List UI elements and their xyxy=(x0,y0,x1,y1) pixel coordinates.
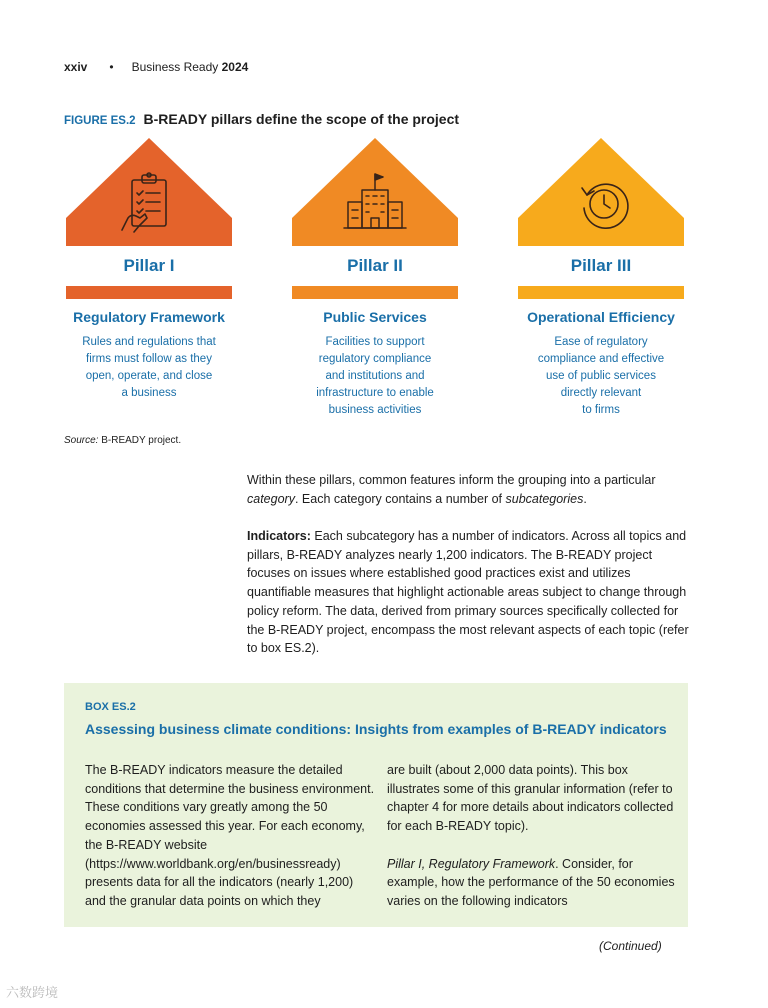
running-header xyxy=(64,60,248,74)
body-paragraph-1 xyxy=(247,471,692,508)
figure-label: FIGURE ES.2 xyxy=(64,115,136,127)
watermark-text: 六数跨境 xyxy=(6,985,59,1000)
box-label: BOX ES.2 xyxy=(85,701,136,713)
pillar-3-desc-line: use of public services xyxy=(546,370,656,382)
pillar-1-description xyxy=(66,334,232,402)
pillar-2-desc-line: regulatory compliance xyxy=(318,353,432,365)
pillar-1-desc-line: open, operate, and close xyxy=(85,370,213,382)
book-title: Business Ready xyxy=(131,60,219,74)
pillar-reference: Pillar I, Regulatory Framework xyxy=(387,856,556,871)
pillar-3-desc-line: compliance and effective xyxy=(537,353,665,365)
pillar-3-description xyxy=(518,334,684,419)
pillar-1-desc-line: a business xyxy=(121,387,177,399)
pillar-3-bar xyxy=(518,286,684,299)
pillar-2-bar xyxy=(292,286,458,299)
box-column-2 xyxy=(387,761,677,911)
box-column-1: The B-READY indicators measure the detailed conditions that determine the business environment. These conditions vary greatly among the 50 economies assessed this year. For each economy, the B-READY website (https://www.worldbank.org/en/businessready) presents data for all the indicators (nearly 1,200) and the granular data points on which they xyxy=(85,763,375,908)
p1-term-category: category xyxy=(247,491,295,506)
pillar-1-title: Regulatory Framework xyxy=(73,309,225,325)
pillar-2-name: Pillar II xyxy=(347,256,403,275)
pillar-1-desc-line: Rules and regulations that xyxy=(82,336,216,348)
box-title: Assessing business climate conditions: Insights from examples of B-READY indicators xyxy=(85,721,667,737)
pillar-3-house xyxy=(518,138,684,246)
pillar-2-desc-line: and institutions and xyxy=(325,370,425,382)
box-col2-paragraph-2 xyxy=(387,855,677,911)
pillar-3-title: Operational Efficiency xyxy=(527,309,675,325)
pillar-2-title: Public Services xyxy=(323,309,427,325)
indicators-text: Each subcategory has a number of indicators. Across all topics and pillars, B-READY analyzes nearly 1,200 indicators. The B-READY project focuses on issues where established good practices exist and utilizes quantifiable measures that highlight actionable areas subject to change through policy reform. The data, derived from primary sources specifically collected for the B-READY project, encompass the most relevant aspects of each topic (refer to box ES.2). xyxy=(247,529,689,656)
pillar-3-desc-line: to firms xyxy=(582,404,620,416)
pillar-2-desc-line: business activities xyxy=(328,404,422,416)
p1-text: . xyxy=(583,491,587,506)
pillar-2-description xyxy=(292,334,458,419)
pillar-1-desc-line: firms must follow as they xyxy=(86,353,212,365)
pillar-2-desc-line: infrastructure to enable xyxy=(316,387,434,399)
pillar-2-desc-line: Facilities to support xyxy=(325,336,425,348)
p1-text: . Each category contains a number of xyxy=(294,491,506,506)
box-col2-paragraph-1: are built (about 2,000 data points). This box illustrates some of this granular information (refer to chapter 4 for more details about indicators collected for each B-READY topic). xyxy=(387,763,674,834)
figure-caption: B-READY pillars define the scope of the project xyxy=(143,111,460,127)
source-text: B-READY project. xyxy=(98,435,182,446)
pillar-1-bar xyxy=(66,286,232,299)
pillar-3-desc-line: directly relevant xyxy=(560,387,642,399)
pillar-1-house xyxy=(66,138,232,246)
figure-source xyxy=(64,435,181,446)
p1-text: Within these pillars, common features inform the grouping into a particular xyxy=(247,473,656,487)
page-number: xxiv xyxy=(64,60,88,74)
continued-note: (Continued) xyxy=(599,939,662,953)
pillar-3-name: Pillar III xyxy=(570,256,632,275)
box-col2-text: . Consider, for example, how the performance of the 50 economies varies on the following indicators xyxy=(387,856,675,908)
source-label: Source: xyxy=(64,435,99,446)
figure-title xyxy=(64,111,459,127)
p1-term-subcategories: subcategories xyxy=(505,491,584,506)
pillar-2-house xyxy=(292,138,458,246)
book-year: 2024 xyxy=(221,60,249,74)
pillar-3-desc-line: Ease of regulatory xyxy=(554,336,648,348)
header-separator: • xyxy=(109,60,114,74)
body-paragraph-2 xyxy=(247,527,692,658)
indicators-label: Indicators: xyxy=(247,529,311,543)
pillar-1-name: Pillar I xyxy=(123,256,175,275)
